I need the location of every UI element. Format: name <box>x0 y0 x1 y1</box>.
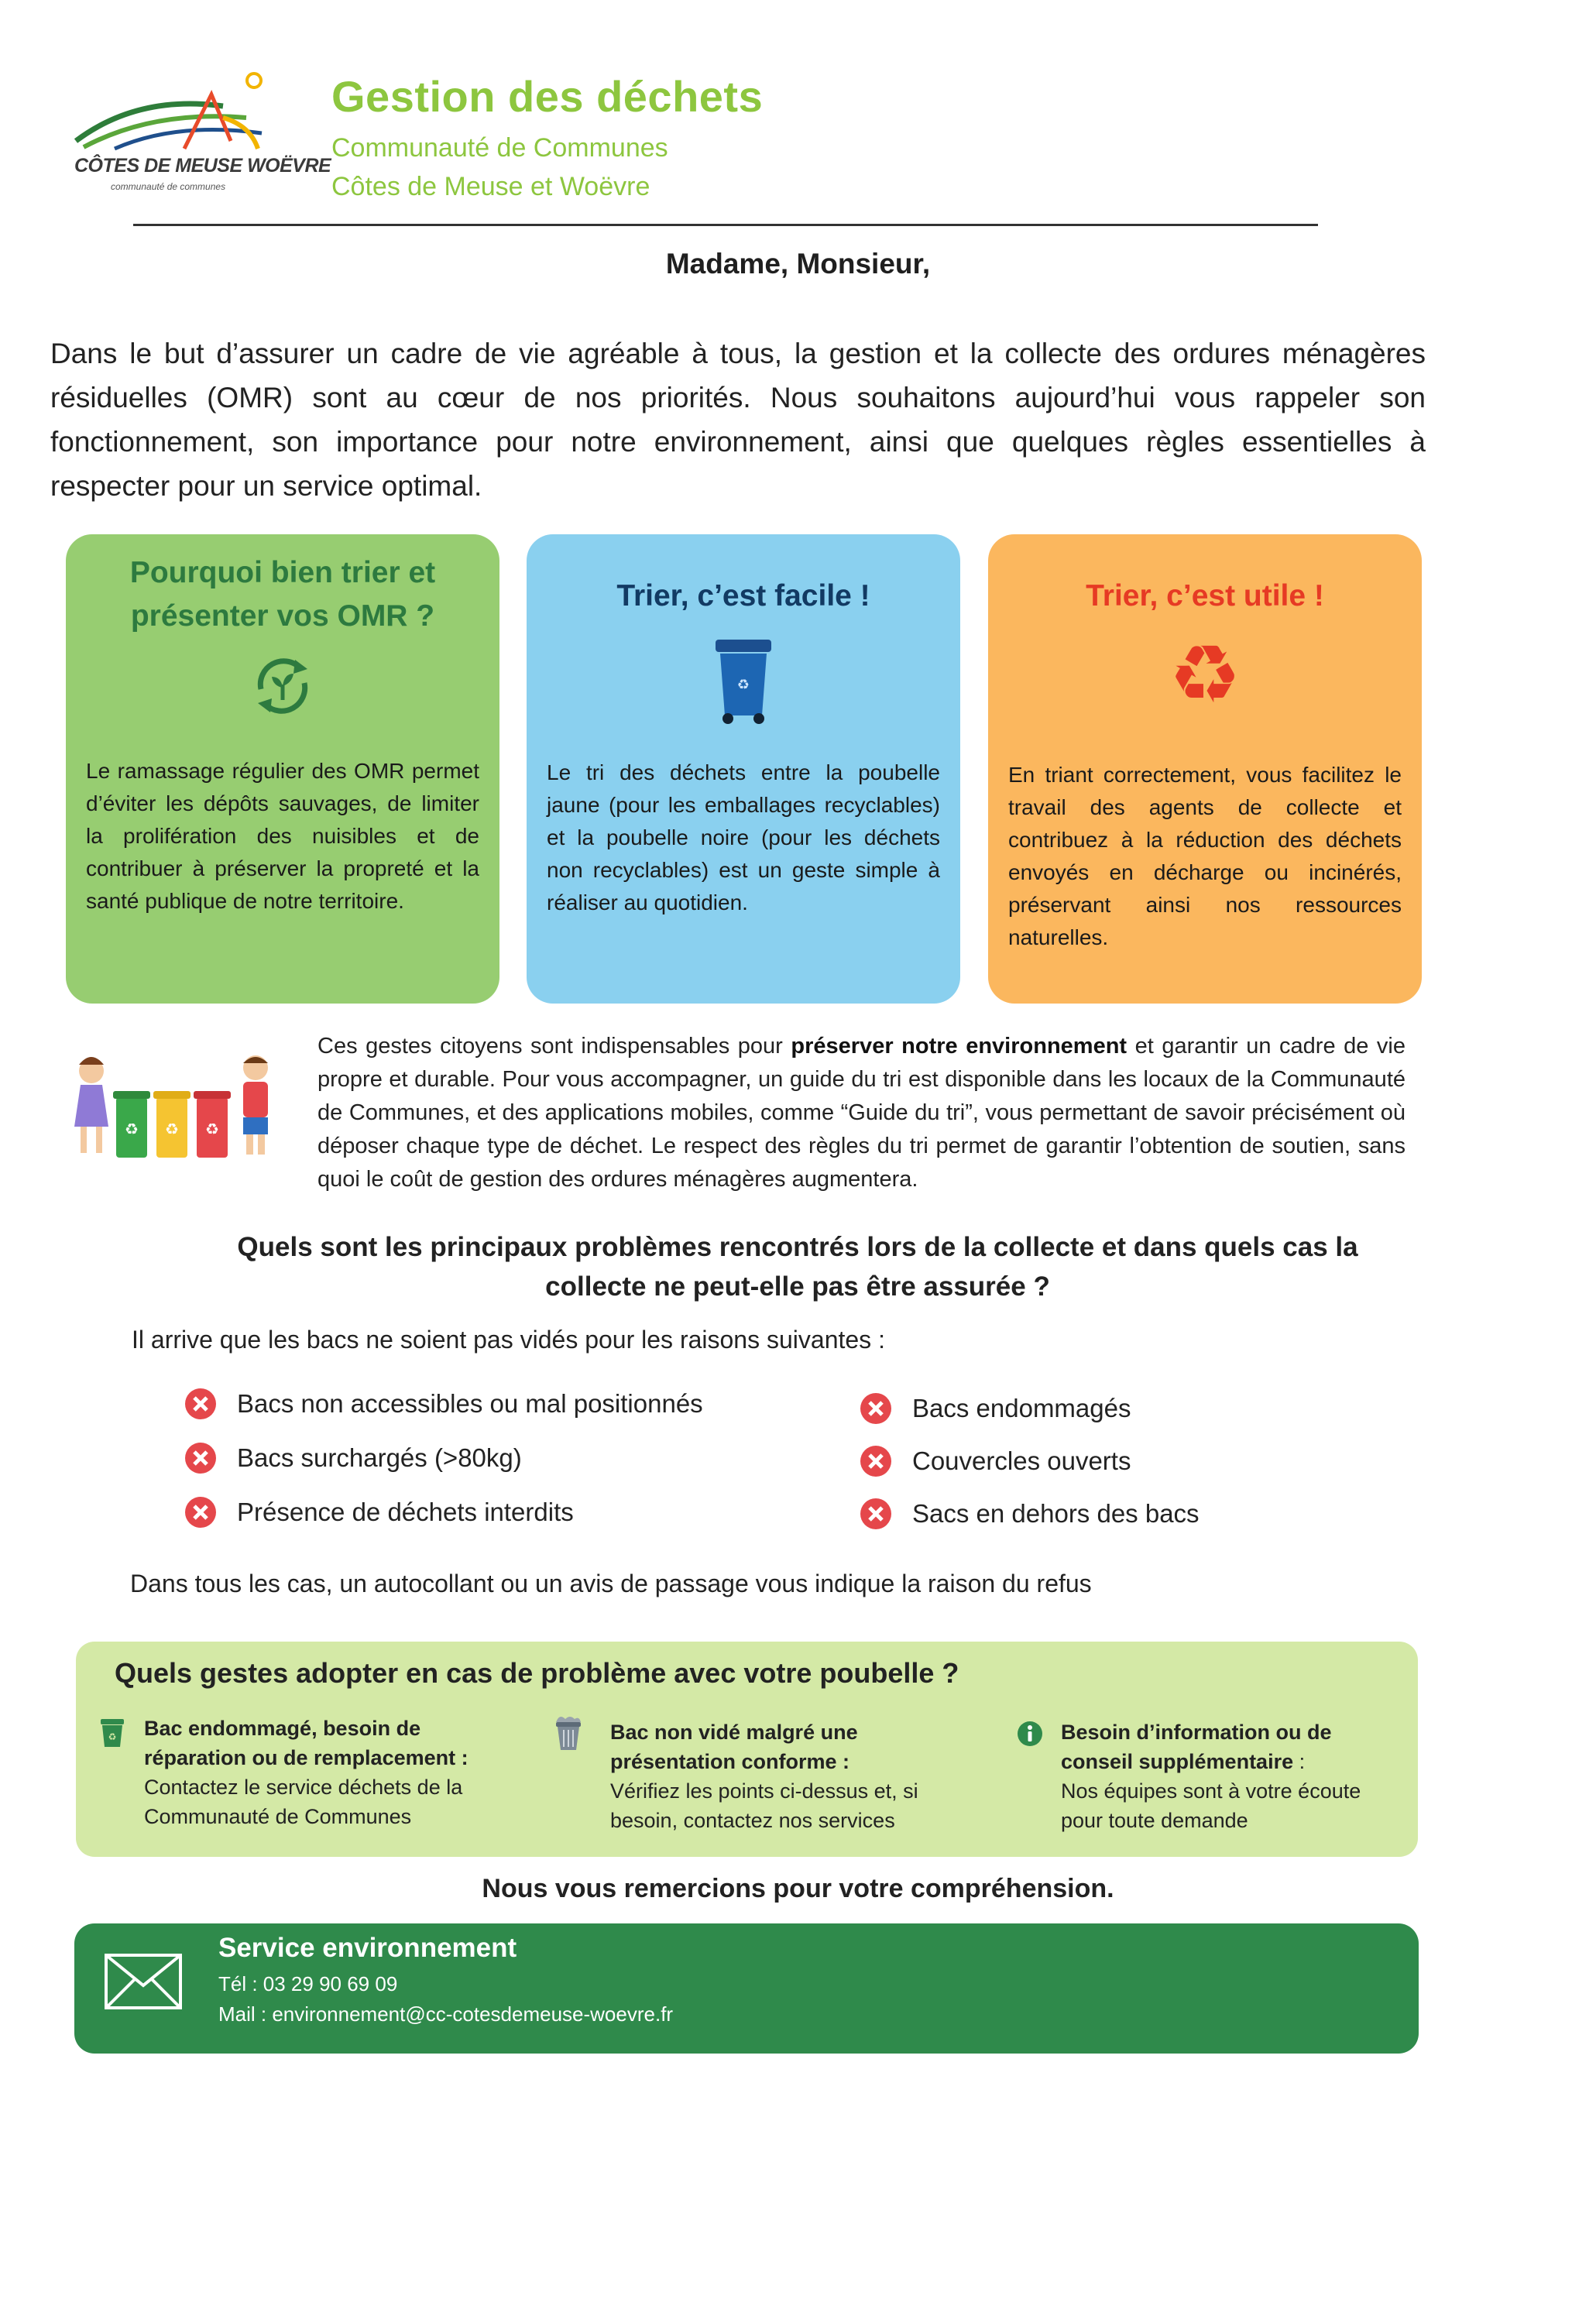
reason-text: Présence de déchets interdits <box>237 1498 574 1526</box>
action-body: pour toute demande <box>1061 1809 1248 1832</box>
card-title: Pourquoi bien trier et présenter vos OMR ? <box>129 556 436 633</box>
reason-item <box>184 1496 574 1529</box>
mail-icon <box>104 1953 183 2010</box>
recycle-leaf-icon <box>245 649 320 723</box>
svg-text:♻: ♻ <box>108 1731 117 1742</box>
card-body: Le ramassage régulier des OMR permet d’éviter les dépôts sauvages, de limiter la prolifération des nuisibles et de contribuer à préserver la propreté et la santé publique de notre territoire. <box>86 759 479 913</box>
reason-text: Bacs endommagés <box>912 1394 1131 1422</box>
action-body: Contactez le service déchets de la <box>144 1776 463 1799</box>
footer-service-name: Service environnement <box>218 1933 517 1963</box>
action-body: Communauté de Communes <box>144 1805 412 1828</box>
card-title: Trier, c’est facile ! <box>616 579 870 612</box>
action-body: Nos équipes sont à votre écoute <box>1061 1779 1361 1803</box>
citizen-text-end: et garantir un cadre de vie propre et durable. Pour vous accompagner, un guide du tri est disponible dans les locaux de la Communauté de Communes, et des applications mobiles, comme “Guide du tri”, vous permettant de savoir précisément où déposer chaque type de déchet. Le respect des règles du tri permet de garantir l’obtention de soutien, sans quoi le coût de gestion des ordures ménagères augmentera. <box>317 1034 1406 1192</box>
logo-hills-graphic <box>68 63 300 156</box>
citizen-text-start: Ces gestes citoyens sont indispensables pour <box>317 1034 791 1059</box>
reasons-lead: Il arrive que les bacs ne soient pas vidés pour les raisons suivantes : <box>132 1326 885 1354</box>
svg-text:♻: ♻ <box>165 1120 179 1138</box>
problem-actions-title: Quels gestes adopter en cas de problème avec votre poubelle ? <box>115 1657 959 1689</box>
action-body: besoin, contactez nos services <box>610 1809 895 1832</box>
action-heading: Bac endommagé, besoin de <box>144 1717 421 1740</box>
x-circle-icon <box>184 1442 217 1474</box>
info-card-why <box>66 534 499 1004</box>
x-circle-icon <box>860 1445 892 1477</box>
reason-text: Sacs en dehors des bacs <box>912 1499 1200 1528</box>
page-title: Gestion des déchets <box>331 72 764 121</box>
reason-item <box>860 1498 1200 1530</box>
action-body: Vérifiez les points ci-dessus et, si <box>610 1779 918 1803</box>
action-heading-suffix: : <box>1293 1750 1306 1773</box>
recycle-icon: ♻ <box>1169 627 1241 722</box>
action-more-info <box>1061 1717 1402 1835</box>
thanks-message: Nous vous remercions pour votre compréhension. <box>482 1874 1114 1903</box>
logo <box>68 63 331 203</box>
bin-icon <box>712 635 774 728</box>
intro-paragraph: Dans le but d’assurer un cadre de vie agréable à tous, la gestion et la collecte des ordures ménagères résiduelles (OMR) sont au cœur de nos priorités. Nous souhaitons aujourd’hui vous rappeler son fonctionnement, son importance pour notre environnement, ainsi que quelques règles essentielles à respecter pour un service optimal. <box>50 338 1426 502</box>
footer-email[interactable]: Mail : environnement@cc-cotesdemeuse-woevre.fr <box>218 2002 674 2026</box>
citizen-paragraph <box>317 1030 1406 1196</box>
refusal-note: Dans tous les cas, un autocollant ou un avis de passage vous indique la raison du refus <box>130 1570 1092 1597</box>
reason-item <box>860 1392 1131 1425</box>
reason-text: Bacs non accessibles ou mal positionnés <box>237 1389 703 1418</box>
collection-question-heading <box>116 1227 1479 1306</box>
question-line-1: Quels sont les principaux problèmes rencontrés lors de la collecte et dans quels cas la <box>237 1232 1358 1262</box>
organization-name-line2: Côtes de Meuse et Woëvre <box>331 172 650 201</box>
action-heading: réparation ou de remplacement : <box>144 1746 469 1769</box>
reason-text: Bacs surchargés (>80kg) <box>237 1443 522 1472</box>
action-heading: Besoin d’information ou de <box>1061 1721 1332 1744</box>
reason-item <box>184 1388 703 1420</box>
svg-text:♻: ♻ <box>125 1120 139 1138</box>
svg-text:♻: ♻ <box>736 677 750 693</box>
organization-name-line1: Communauté de Communes <box>331 133 668 163</box>
question-line-2: collecte ne peut-elle pas être assurée ? <box>545 1271 1050 1302</box>
action-heading: présentation conforme : <box>610 1750 850 1773</box>
x-circle-icon <box>184 1496 217 1529</box>
header-divider <box>133 224 1318 226</box>
bin-icon <box>99 1717 125 1748</box>
svg-text:♻: ♻ <box>205 1120 219 1138</box>
children-recycling-illustration <box>62 1041 294 1165</box>
overflowing-bin-icon <box>551 1714 585 1752</box>
action-heading: conseil supplémentaire <box>1061 1750 1294 1773</box>
action-heading: Bac non vidé malgré une <box>610 1721 858 1744</box>
card-body: Le tri des déchets entre la poubelle jaune (pour les emballages recyclables) et la poubelle noire (pour les déchets non recyclables) est un geste simple à réaliser au quotidien. <box>547 760 940 914</box>
info-card-useful <box>988 534 1422 1004</box>
x-circle-icon <box>860 1498 892 1530</box>
info-icon <box>1017 1721 1043 1747</box>
info-card-easy <box>527 534 960 1004</box>
reason-text: Couvercles ouverts <box>912 1446 1131 1475</box>
card-body: En triant correctement, vous facilitez le travail des agents de collecte et contribuez à la réduction des déchets envoyés en décharge ou incinérés, préservant ainsi nos ressources naturelles. <box>1008 763 1402 949</box>
action-damaged-bin <box>144 1714 500 1831</box>
x-circle-icon <box>860 1392 892 1425</box>
salutation: Madame, Monsieur, <box>665 248 931 280</box>
reason-item <box>184 1442 522 1474</box>
logo-text: CÔTES DE MEUSE WOËVRE <box>74 155 331 177</box>
x-circle-icon <box>184 1388 217 1420</box>
reason-item <box>860 1445 1131 1477</box>
footer-phone[interactable]: Tél : 03 29 90 69 09 <box>218 1972 398 1995</box>
citizen-text-emphasis: préserver notre environnement <box>791 1034 1127 1059</box>
action-unemptied-bin <box>610 1717 974 1835</box>
logo-subtext: communauté de communes <box>111 181 226 192</box>
card-title: Trier, c’est utile ! <box>1086 579 1324 612</box>
